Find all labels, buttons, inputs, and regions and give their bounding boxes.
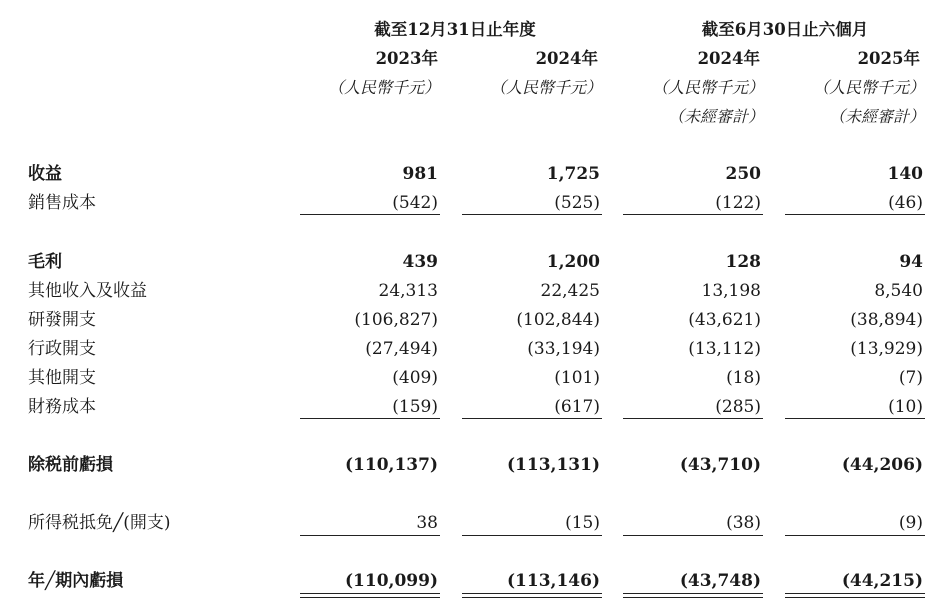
unit-label: （人民幣千元）: [489, 78, 602, 97]
cell-other-expenses-2024: (101): [554, 368, 600, 388]
cell-finance-2024: (617): [554, 397, 600, 417]
cell-revenue-2023: 981: [402, 164, 438, 184]
underline: [462, 418, 602, 419]
header-col-2023: 2023年: [375, 49, 438, 68]
cell-lbt-h2024: (43,710): [679, 455, 761, 475]
underline: [300, 214, 440, 215]
cell-other-expenses-2023: (409): [392, 368, 438, 388]
cell-finance-h2024: (285): [715, 397, 761, 417]
cell-admin-h2024: (13,112): [688, 339, 761, 359]
row-label-admin-expenses: 行政開支: [28, 339, 96, 359]
cell-tax-h2025: (9): [898, 513, 923, 533]
underline: [623, 214, 763, 215]
unaudited-label: （未經審計）: [828, 107, 925, 126]
cell-other-income-h2025: 8,540: [874, 281, 923, 301]
cell-cost-of-sales-h2024: (122): [715, 193, 761, 213]
cell-tax-h2024: (38): [726, 513, 761, 533]
cell-rnd-h2024: (43,621): [688, 310, 761, 330]
cell-tax-2023: 38: [416, 513, 438, 533]
row-label-income-tax: 所得税抵免╱(開支): [28, 513, 171, 533]
cell-tax-2024: (15): [565, 513, 600, 533]
cell-loss-2023: (110,099): [345, 571, 438, 591]
cell-finance-2023: (159): [392, 397, 438, 417]
underline: [785, 214, 925, 215]
cell-gross-profit-h2024: 128: [725, 252, 761, 272]
cell-lbt-2023: (110,137): [345, 455, 438, 475]
double-underline: [462, 593, 602, 598]
row-label-revenue: 收益: [28, 164, 62, 184]
unit-label: （人民幣千元）: [327, 78, 440, 97]
cell-other-expenses-h2025: (7): [898, 368, 923, 388]
cell-loss-h2024: (43,748): [679, 571, 761, 591]
cell-other-income-h2024: 13,198: [701, 281, 761, 301]
double-underline: [300, 593, 440, 598]
row-label-loss-before-tax: 除税前虧損: [28, 455, 113, 475]
cell-revenue-2024: 1,725: [546, 164, 600, 184]
cell-rnd-2024: (102,844): [516, 310, 600, 330]
underline: [623, 418, 763, 419]
cell-gross-profit-2024: 1,200: [546, 252, 600, 272]
row-label-loss-for-period: 年╱期內虧損: [28, 571, 124, 591]
header-col-h2024: 2024年: [697, 49, 760, 68]
underline: [623, 535, 763, 536]
cell-admin-h2025: (13,929): [850, 339, 923, 359]
underline: [785, 418, 925, 419]
cell-gross-profit-h2025: 94: [899, 252, 923, 272]
cell-revenue-h2025: 140: [887, 164, 923, 184]
unit-label: （人民幣千元）: [651, 78, 764, 97]
unaudited-label: （未經審計）: [667, 107, 764, 126]
cell-cost-of-sales-2023: (542): [392, 193, 438, 213]
underline: [462, 214, 602, 215]
row-label-gross-profit: 毛利: [28, 252, 62, 272]
cell-other-income-2023: 24,313: [378, 281, 438, 301]
cell-cost-of-sales-2024: (525): [554, 193, 600, 213]
row-label-rnd-expenses: 研發開支: [28, 310, 96, 330]
cell-rnd-2023: (106,827): [354, 310, 438, 330]
cell-other-expenses-h2024: (18): [726, 368, 761, 388]
cell-other-income-2024: 22,425: [540, 281, 600, 301]
underline: [300, 418, 440, 419]
row-label-cost-of-sales: 銷售成本: [28, 193, 96, 213]
header-group-year: 截至12月31日止年度: [374, 20, 536, 39]
underline: [462, 535, 602, 536]
row-label-finance-costs: 財務成本: [28, 397, 96, 417]
row-label-other-income: 其他收入及收益: [28, 281, 147, 301]
underline: [785, 535, 925, 536]
cell-gross-profit-2023: 439: [402, 252, 438, 272]
cell-admin-2023: (27,494): [365, 339, 438, 359]
cell-lbt-h2025: (44,206): [841, 455, 923, 475]
cell-revenue-h2024: 250: [725, 164, 761, 184]
double-underline: [785, 593, 925, 598]
unit-label: （人民幣千元）: [812, 78, 925, 97]
double-underline: [623, 593, 763, 598]
header-group-half: 截至6月30日止六個月: [701, 20, 869, 39]
cell-lbt-2024: (113,131): [507, 455, 600, 475]
cell-loss-h2025: (44,215): [841, 571, 923, 591]
row-label-other-expenses: 其他開支: [28, 368, 96, 388]
underline: [300, 535, 440, 536]
cell-rnd-h2025: (38,894): [850, 310, 923, 330]
cell-cost-of-sales-h2025: (46): [888, 193, 923, 213]
cell-admin-2024: (33,194): [527, 339, 600, 359]
cell-loss-2024: (113,146): [507, 571, 600, 591]
cell-finance-h2025: (10): [888, 397, 923, 417]
header-col-2024: 2024年: [535, 49, 598, 68]
header-col-h2025: 2025年: [857, 49, 920, 68]
